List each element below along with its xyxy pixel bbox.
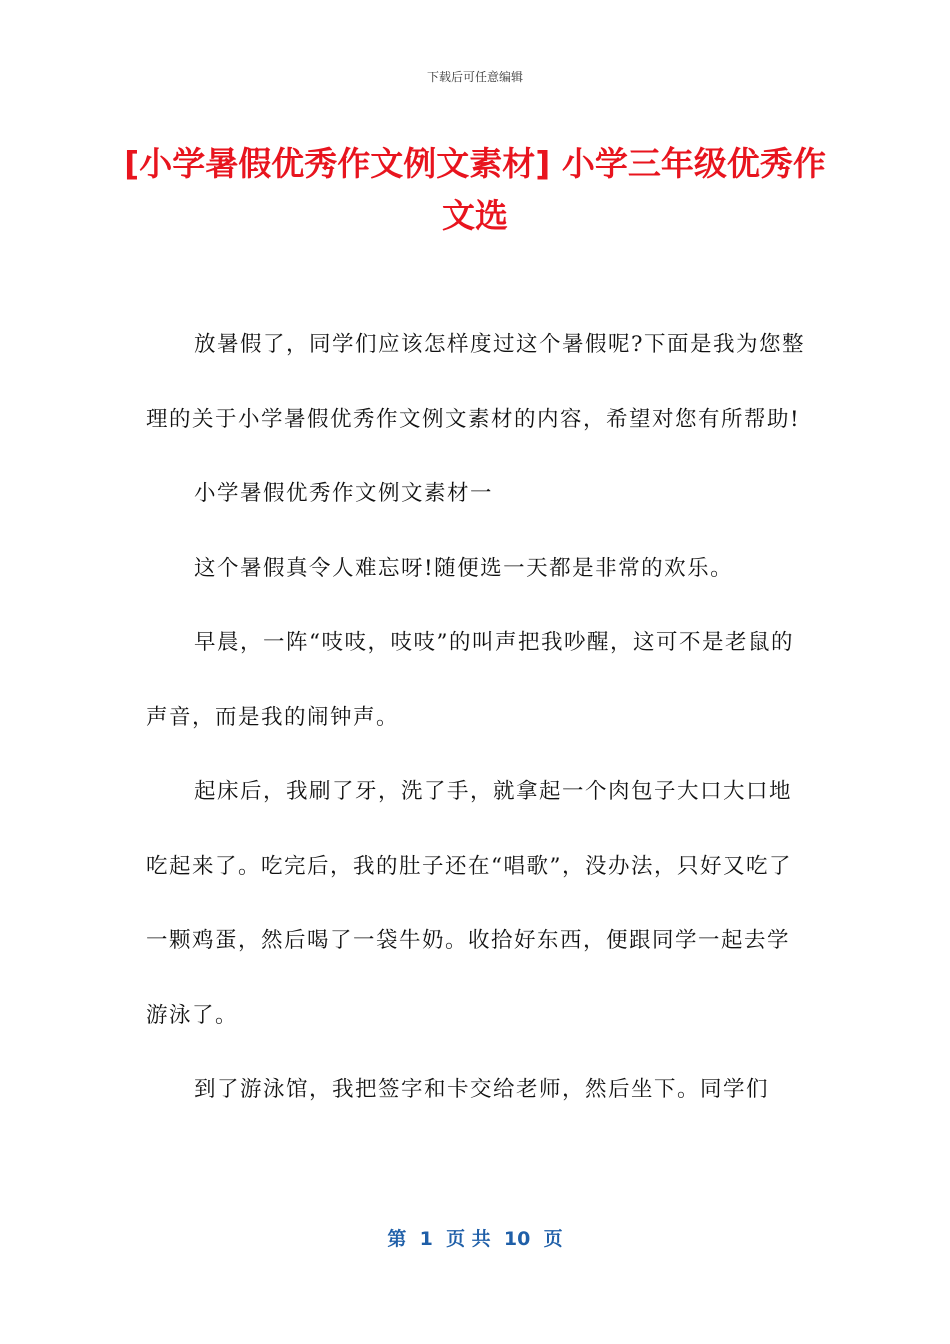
paragraph: 起床后，我刷了牙，洗了手，就拿起一个肉包子大口大口地吃起来了。吃完后，我的肚子还在“唱歌”，没办法，只好又吃了一颗鸡蛋，然后喝了一袋牛奶。收拾好东西，便跟同学一起去学游泳了。 bbox=[146, 779, 793, 1028]
page-number-footer: 第 1 页 共 10 页 bbox=[387, 1228, 563, 1250]
paragraph: 早晨，一阵“吱吱，吱吱”的叫声把我吵醒，这可不是老鼠的声音，而是我的闹钟声。 bbox=[146, 630, 794, 730]
document-title: [小学暑假优秀作文例文素材] 小学三年级优秀作文选 bbox=[124, 144, 826, 235]
paragraph: 到了游泳馆，我把签字和卡交给老师，然后坐下。同学们 bbox=[194, 1077, 770, 1102]
paragraph: 小学暑假优秀作文例文素材一 bbox=[194, 481, 494, 506]
paragraph: 这个暑假真令人难忘呀!随便选一天都是非常的欢乐。 bbox=[194, 555, 734, 581]
document-body bbox=[146, 308, 806, 1128]
header-note: 下载后可任意编辑 bbox=[426, 70, 523, 84]
paragraph: 放暑假了，同学们应该怎样度过这个暑假呢?下面是我为您整理的关于小学暑假优秀作文例文素材的内容，希望对您有所帮助! bbox=[146, 332, 806, 432]
